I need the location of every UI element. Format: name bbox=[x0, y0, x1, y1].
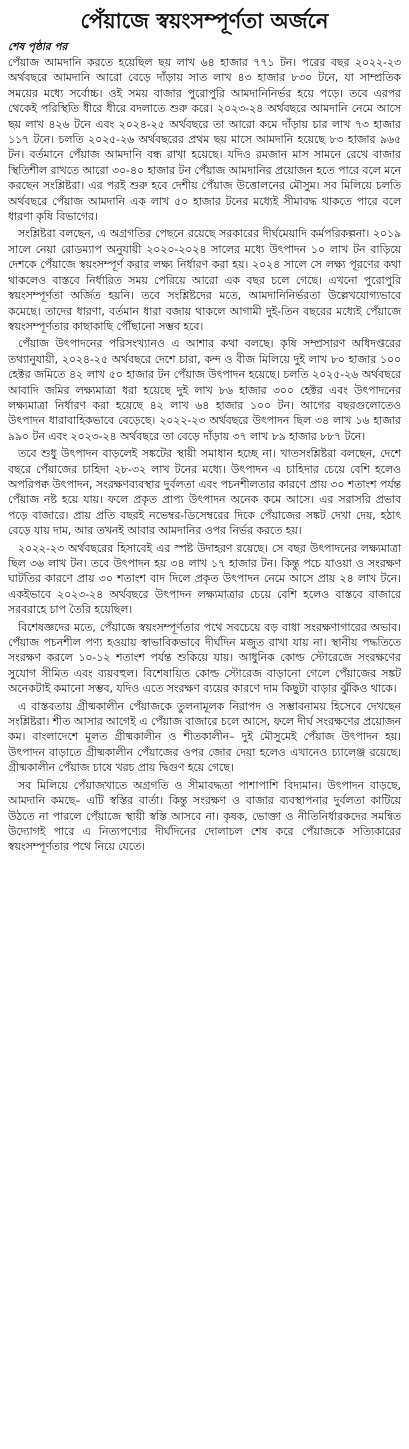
article-paragraph: পেঁয়াজ আমদানি করতে হয়েছিল ছয় লাখ ৬৪ হাজার ৭৭১ টন। পরের বছর ২০২২-২৩ অর্থবছরে আমদানি আরো বেড়ে দাঁড়ায় সাত লাখ ৪৩ হাজার ৮৩০ টনে, যা সাম্প্রতিক সময়ের মধ্যে সর্বোচ্চ। ওই সময় বাজার পুরোপুরি আমদানিনির্ভর হয়ে পড়ে। তবে এরপর থেকেই পরিস্থিতি ধীরে ধীরে বদলাতে শুরু করে। ২০২৩-২৪ অর্থবছরে আমদানি নেমে আসে ছয় লাখ ৪২৬ টনে এবং ২০২৪-২৫ অর্থবছরে তা আরো কমে দাঁড়ায় চার লাখ ৭৩ হাজার ১১৭ টনে। চলতি ২০২৫-২৬ অর্থবছরের প্রথম ছয় মাসে আমদানি হয়েছে ৮৩ হাজার ৯৬৫ টন। বর্তমানে পেঁয়াজ আমদানি বন্ধ রাখা হয়েছে। যদিও রমজান মাস সামনে রেখে বাজার স্থিতিশীল রাখতে আরো ৩০-৪০ হাজার টন পেঁয়াজ আমদানির প্রয়োজন হতে পারে বলে মনে করছেন সংশ্লিষ্টরা। এর পরই শুরু হবে দেশীয় পেঁয়াজ উত্তোলনের মৌসুম। সব মিলিয়ে চলতি অর্থবছরে পেঁয়াজ আমদানি এক লাখ ৫০ হাজার টনের মধ্যেই সীমাবদ্ধ থাকতে পারে বলে ধারণা কৃষি বিভাগের। bbox=[8, 56, 401, 224]
article-paragraph: বিশেষজ্ঞদের মতে, পেঁয়াজে স্বয়ংসম্পূর্ণতার পথে সবচেয়ে বড় বাধা সংরক্ষণাগারের অভাব। পেঁয়াজ পচনশীল পণ্য হওয়ায় স্বাভাবিকভাবে দীর্ঘদিন মজুত রাখা যায় না। স্থানীয় পদ্ধতিতে সংরক্ষণ করলে ১০-১২ শতাংশ পর্যন্ত শুকিয়ে যায়। আধুনিক কোল্ড স্টোরেজে সংরক্ষণের সুযোগ সীমিত এবং ব্যয়বহুল। বিশেষায়িত কোল্ড স্টোরেজ বাড়ানো গেলে পেঁয়াজের সঙ্কট অনেকটাই কমানো সম্ভব, যদিও এতে সংরক্ষণ ব্যয়ের কারণে দাম কিছুটা বাড়ার ঝুঁকিও থাকে। bbox=[8, 620, 401, 696]
continuation-label: শেষ পৃষ্ঠার পর bbox=[8, 41, 68, 53]
article-paragraph: ২০২২-২৩ অর্থবছরের হিসাবেই এর স্পষ্ট উদাহরণ রয়েছে। সে বছর উৎপাদনের লক্ষ্যমাত্রা ছিল ৩৬ লাখ টন। তবে উৎপাদন হয় ৩৪ লাখ ১৭ হাজার টন। কিন্তু পচে যাওয়া ও সংরক্ষণ ঘাটতির কারণে প্রায় ৩০ শতাংশ বাদ দিলে প্রকৃত উৎপাদন নেমে আসে প্রায় ২৪ লাখ টনে। একইভাবে ২০২৩-২৪ অর্থবছরে উৎপাদন লক্ষ্যমাত্রার চেয়ে বেশি হলেও বাস্তবে বাজারে সরবরাহে চাপ তৈরি হয়েছিল। bbox=[8, 541, 401, 617]
headline: পেঁয়াজে স্বয়ংসম্পূর্ণতা অর্জনে bbox=[80, 9, 329, 33]
article-paragraph: সংশ্লিষ্টরা বলছেন, এ অগ্রগতির পেছনে রয়েছে সরকারের দীর্ঘমেয়াদি কর্মপরিকল্পনা। ২০১৯ সালে নেয়া রোডম্যাপ অনুযায়ী ২০২০-২০২৪ সালের মধ্যে উৎপাদন ১০ লাখ টন বাড়িয়ে দেশকে পেঁয়াজে স্বয়ংসম্পূর্ণ করার লক্ষ্য নির্ধারণ করা হয়। ২০২৪ সালে সে লক্ষ্য পূরণের কথা থাকলেও বাস্তবে নির্ধারিত সময় পেরিয়ে আরো এক বছর চলে গেছে। এখনো পুরোপুরি স্বয়ংসম্পূর্ণতা অর্জিত হয়নি। তবে সংশ্লিষ্টদের মতে, আমদানিনির্ভরতা উল্লেখযোগ্যভাবে কমেছে। তাদের ধারণা, বর্তমান ধারা বজায় থাকলে আগামী দুই-তিন বছরের মধ্যেই পেঁয়াজে স্বয়ংসম্পূর্ণতার কাছাকাছি পৌঁছানো সম্ভব হবে। bbox=[8, 227, 401, 333]
article-paragraph: এ বাস্তবতায় গ্রীষ্মকালীন পেঁয়াজকে তুলনামূলক নিরাপদ ও সম্ভাবনাময় হিসেবে দেখছেন সংশ্লিষ্টরা। শীত আসার আগেই এ পেঁয়াজ বাজারে চলে আসে, ফলে দীর্ঘ সংরক্ষণের প্রয়োজন কম। বাংলাদেশে মূলত গ্রীষ্মকালীন ও শীতকালীন– দুই মৌসুমেই পেঁয়াজ উৎপাদন হয়। উৎপাদন বাড়াতে গ্রীষ্মকালীন পেঁয়াজের ওপর জোর দেয়া হলেও এখানেও চ্যালেঞ্জ রয়েছে। গ্রীষ্মকালীন পেঁয়াজ চাষে খরচ প্রায় দ্বিগুণ হয়ে গেছে। bbox=[8, 699, 401, 775]
article-paragraph: তবে শুধু উৎপাদন বাড়লেই সঙ্কটের স্থায়ী সমাধান হচ্ছে না। খাতসংশ্লিষ্টরা বলছেন, দেশে বছরে পেঁয়াজের চাহিদা ২৮-৩২ লাখ টনের মধ্যে। উৎপাদন এ চাহিদার চেয়ে বেশি হলেও অপরিপক্ব উৎপাদন, সংরক্ষণব্যবস্থার দুর্বলতা এবং পচনশীলতার কারণে প্রায় ৩০ শতাংশ পর্যন্ত পেঁয়াজ নষ্ট হয়ে যায়। ফলে প্রকৃত প্রাপ্য উৎপাদন অনেক কমে আসে। এর সরাসরি প্রভাব পড়ে বাজারে। প্রায় প্রতি বছরই নভেম্বর-ডিসেম্বরের দিকে পেঁয়াজের সঙ্কট দেখা দেয়, হঠাৎ বেড়ে যায় দাম, আর তখনই আবার আমদানির ওপর নির্ভর করতে হয়। bbox=[8, 447, 401, 538]
article-paragraph: পেঁয়াজ উৎপাদনের পরিসংখ্যানও এ আশার কথা বলছে। কৃষি সম্প্রসারণ অধিদপ্তরের তথ্যানুযায়ী, ২০২৪-২৫ অর্থবছরে দেশে চারা, কন্দ ও বীজ মিলিয়ে দুই লাখ ৮০ হাজার ১০০ হেক্টর জমিতে ৪২ লাখ ৫০ হাজার টন পেঁয়াজ উৎপাদন হয়েছে। চলতি ২০২৫-২৬ অর্থবছরে আবাদি জমির লক্ষ্যমাত্রা ধরা হয়েছে দুই লাখ ৮৬ হাজার ৩০০ হেক্টর এবং উৎপাদনের লক্ষ্যমাত্রা নির্ধারণ করা হয়েছে ৪২ লাখ ৬৪ হাজার ১০০ টন। আগের বছরগুলোতেও উৎপাদন ধারাবাহিকভাবে বেড়েছে। ২০২২-২৩ অর্থবছরে উৎপাদন ছিল ৩৪ লাখ ১৬ হাজার ৯৯০ টন এবং ২০২৩-২৪ অর্থবছরে তা বেড়ে দাঁড়ায় ৩৭ লাখ ৮৯ হাজার ৮৮৭ টনে। bbox=[8, 337, 401, 443]
article-paragraph: সব মিলিয়ে পেঁয়াজখাতে অগ্রগতি ও সীমাবদ্ধতা পাশাপাশি বিদ্যমান। উৎপাদন বাড়ছে, আমদানি কমছে– এটি স্বস্তির বার্তা। কিন্তু সংরক্ষণ ও বাজার ব্যবস্থাপনার দুর্বলতা কাটিয়ে উঠতে না পারলে পেঁয়াজে স্থায়ী স্বস্তি আসবে না। কৃষক, ভোক্তা ও নীতিনির্ধারকদের সমন্বিত উদ্যোগই পারে এ নিত্যপণ্যের দীর্ঘদিনের দোলাচল শেষ করে পেঁয়াজকে সত্যিকারের স্বয়ংসম্পূর্ণতার পথে নিয়ে যেতে। bbox=[8, 778, 401, 854]
